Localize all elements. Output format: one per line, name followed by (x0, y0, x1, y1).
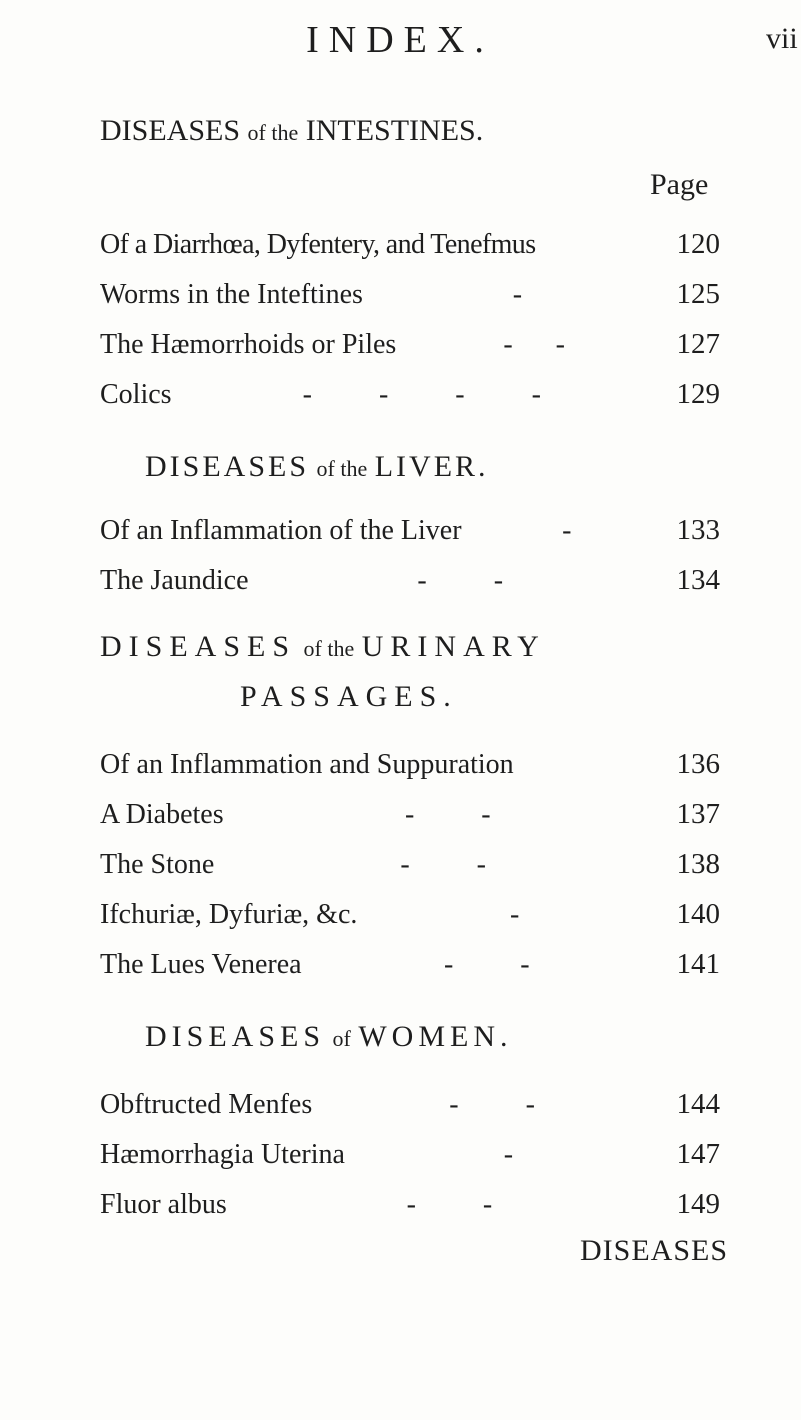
entry-page: 137 (676, 798, 720, 830)
heading-subject: URINARY (361, 630, 546, 663)
entry-title: Of an Inflammation of the Liver (100, 515, 462, 546)
entry-leaders: - - (406, 1189, 493, 1220)
entry-leaders: - (562, 515, 572, 546)
entry-leaders: - (503, 1139, 514, 1170)
entry-leaders: - - (404, 799, 491, 830)
heading-of: of the (303, 636, 355, 661)
index-entry (100, 898, 720, 938)
index-entry (100, 378, 720, 418)
heading-word: DISEASES (145, 1020, 326, 1053)
entry-page: 149 (676, 1188, 720, 1220)
entry-title: A Diabetes (100, 799, 224, 830)
index-entry (100, 278, 720, 318)
entry-page: 120 (676, 228, 720, 260)
index-entry (100, 328, 720, 368)
entry-title: Ifchuriæ, Dyfuriæ, &c. (100, 899, 358, 930)
section-heading-intestines (100, 114, 483, 148)
entry-leaders: - - (443, 949, 530, 980)
index-entry (100, 564, 720, 604)
entry-title: The Jaundice (100, 565, 249, 596)
heading-of: of (332, 1026, 351, 1051)
section-heading-women (145, 1020, 513, 1054)
section-heading-urinary (100, 630, 546, 664)
entry-title: Hæmorrhagia Uterina (100, 1139, 345, 1170)
index-entry (100, 514, 720, 554)
heading-word: DISEASES (100, 114, 241, 147)
entry-page: 141 (676, 948, 720, 980)
heading-word: DISEASES (145, 450, 310, 483)
entry-page: 127 (676, 328, 720, 360)
heading-of: of the (247, 120, 299, 145)
index-entry (100, 1188, 720, 1228)
entry-title: Obftructed Menfes (100, 1089, 313, 1120)
index-entry (100, 748, 720, 788)
entry-leaders: - - (503, 329, 565, 360)
entry-title: Of a Diarrhœa, Dyfentery, and Tenefmus (100, 229, 536, 260)
heading-word: DISEASES (100, 630, 297, 663)
heading-subject: LIVER. (374, 450, 489, 483)
catchword: DISEASES (580, 1234, 729, 1267)
index-entry (100, 948, 720, 988)
entry-page: 133 (676, 514, 720, 546)
entry-page: 147 (676, 1138, 720, 1170)
entry-title: Of an Inflammation and Suppuration (100, 749, 514, 780)
index-entry (100, 848, 720, 888)
entry-title: The Hæmorrhoids or Piles (100, 329, 397, 360)
entry-title: Fluor albus (100, 1189, 227, 1220)
entry-page: 129 (676, 378, 720, 410)
entry-page: 138 (676, 848, 720, 880)
entry-page: 136 (676, 748, 720, 780)
entry-title: The Stone (100, 849, 215, 880)
entry-title: Worms in the Inteftines (100, 279, 363, 310)
index-entry (100, 1088, 720, 1128)
entry-page: 134 (676, 564, 720, 596)
entry-leaders: - - - - (302, 379, 541, 410)
entry-page: 144 (676, 1088, 720, 1120)
entry-page: 125 (676, 278, 720, 310)
index-entry (100, 1138, 720, 1178)
heading-of: of the (316, 456, 368, 481)
section-heading-liver (145, 450, 489, 484)
entry-leaders: - - (400, 849, 486, 880)
entry-leaders: - - (449, 1089, 535, 1120)
heading-subject: WOMEN. (358, 1020, 513, 1053)
entry-title: The Lues Venerea (100, 949, 302, 980)
index-entry (100, 798, 720, 838)
entry-page: 140 (676, 898, 720, 930)
entry-leaders: - - (417, 565, 504, 596)
entry-leaders: - (512, 279, 523, 310)
page-column-label: Page (650, 168, 709, 201)
entry-title: Colics (100, 379, 172, 410)
section-heading-urinary-line2: PASSAGES. (240, 680, 458, 713)
heading-subject: INTESTINES. (305, 114, 484, 147)
page-header-title: INDEX. (306, 19, 494, 61)
index-entry (100, 228, 720, 268)
entry-leaders: - (510, 899, 520, 930)
page-folio: vii (766, 22, 798, 55)
